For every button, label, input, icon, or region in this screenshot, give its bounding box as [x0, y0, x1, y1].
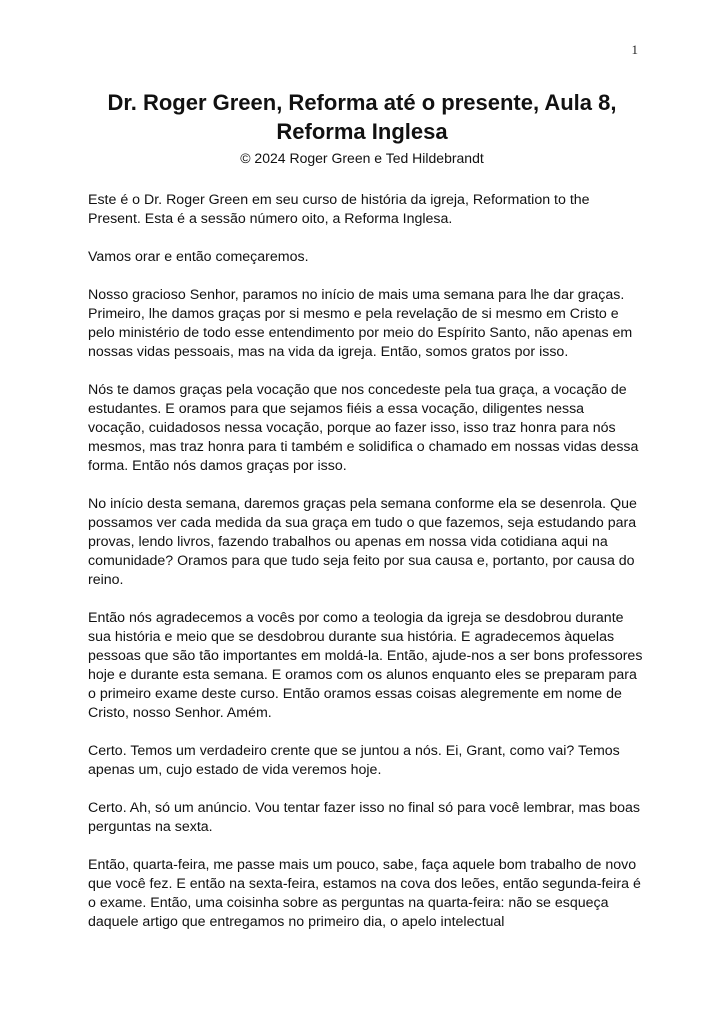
title-line-1: Dr. Roger Green, Reforma até o presente, Aula 8,	[107, 90, 617, 115]
page-number: 1	[631, 42, 638, 57]
paragraph: Então nós agradecemos a vocês por como a teologia da igreja se desdobrou durante sua história e meio que se desdobrou durante sua história. E agradecemos àquelas pessoas que são tão importantes em moldá-la. Então, ajude-nos a ser bons professores hoje e durante esta semana. E oramos com os alunos enquanto eles se preparam para o primeiro exame deste curso. Então oramos essas coisas alegremente em nome de Cristo, nosso Senhor. Amém.	[88, 610, 643, 721]
paragraph: Certo. Temos um verdadeiro crente que se juntou a nós. Ei, Grant, como vai? Temos apenas um, cujo estado de vida veremos hoje.	[88, 743, 620, 778]
document-title	[60, 88, 664, 146]
paragraph: Certo. Ah, só um anúncio. Vou tentar fazer isso no final só para você lembrar, mas boas perguntas na sexta.	[88, 800, 641, 835]
document-body	[88, 191, 644, 951]
paragraph: Então, quarta-feira, me passe mais um pouco, sabe, faça aquele bom trabalho de novo que você fez. E então na sexta-feira, estamos na cova dos leões, então segunda-feira é o exame. Então, uma coisinha sobre as perguntas na quarta-feira: não se esqueça daquele artigo que entregamos no primeiro dia, o apelo intelectual	[88, 857, 641, 930]
paragraph: Vamos orar e então começaremos.	[88, 249, 309, 265]
paragraph: Nós te damos graças pela vocação que nos concedeste pela tua graça, a vocação de estudantes. E oramos para que sejamos fiéis a essa vocação, diligentes nessa vocação, cuidadosos nessa vocação, porque ao fazer isso, isso traz honra para nós mesmos, mas traz honra para ti também e solidifica o chamado em nossas vidas dessa forma. Então nós damos graças por isso.	[88, 382, 639, 474]
paragraph: Nosso gracioso Senhor, paramos no início de mais uma semana para lhe dar graças. Primeiro, lhe damos graças por si mesmo e pela revelação de si mesmo em Cristo e pelo ministério de todo esse entendimento por meio do Espírito Santo, não apenas em nossas vidas pessoais, mas na vida da igreja. Então, somos gratos por isso.	[88, 287, 633, 360]
title-line-2: Reforma Inglesa	[276, 119, 448, 144]
copyright-line: © 2024 Roger Green e Ted Hildebrandt	[240, 150, 484, 166]
paragraph: Este é o Dr. Roger Green em seu curso de história da igreja, Reformation to the Present. Esta é a sessão número oito, a Reforma Inglesa.	[88, 192, 590, 227]
paragraph: No início desta semana, daremos graças pela semana conforme ela se desenrola. Que possamos ver cada medida da sua graça em tudo o que fazemos, seja estudando para provas, lendo livros, fazendo trabalhos ou apenas em nossa vida cotidiana aqui na comunidade? Oramos para que tudo seja feito por sua causa e, portanto, por causa do reino.	[88, 496, 637, 588]
